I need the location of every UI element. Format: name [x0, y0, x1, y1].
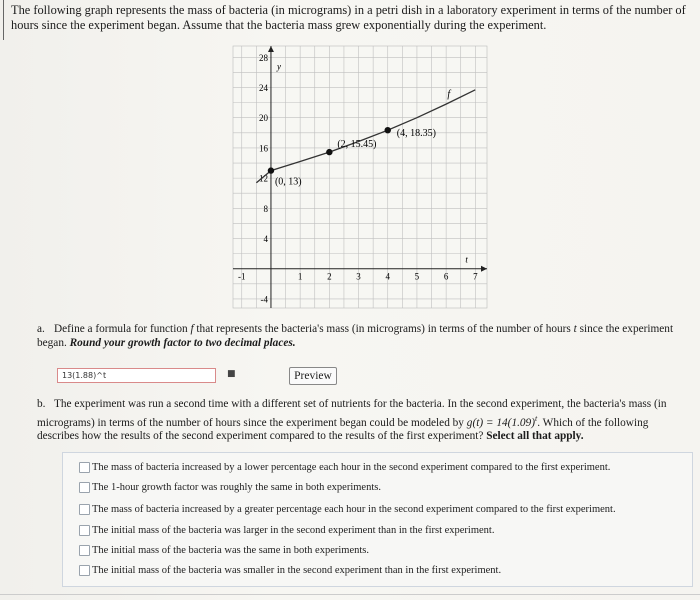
option-1[interactable]: [79, 480, 381, 494]
option-label: The initial mass of the bacteria was the same in both experiments.: [92, 544, 369, 556]
part-a-fn: f: [190, 323, 194, 335]
part-b-label: b.: [37, 398, 46, 410]
y-axis-label: y: [276, 61, 281, 72]
option-label: The 1-hour growth factor was roughly the same in both experiments.: [92, 481, 381, 493]
options-list: [62, 452, 693, 587]
checkbox-icon[interactable]: [79, 525, 90, 536]
left-margin-rule: [3, 0, 4, 40]
x-tick-label: 3: [356, 271, 361, 282]
option-label: The mass of bacteria increased by a greater percentage each hour in the second experiment compared to the first experiment.: [92, 503, 616, 515]
bottom-divider: [0, 594, 700, 595]
part-b-formula-exponent: t: [534, 413, 538, 423]
part-a-question: [37, 323, 692, 350]
answer-row: [57, 368, 332, 386]
checkbox-icon[interactable]: [79, 504, 90, 515]
option-label: The initial mass of the bacteria was smaller in the second experiment than in the first experiment.: [92, 564, 502, 576]
x-axis-label: t: [465, 254, 468, 265]
x-tick-label: 7: [473, 271, 478, 282]
option-4[interactable]: [79, 543, 369, 557]
part-b-instruction: Select all that apply.: [486, 429, 584, 442]
option-label: The initial mass of the bacteria was larger in the second experiment than in the first experiment.: [92, 524, 495, 536]
graph-svg: [215, 42, 505, 312]
option-2[interactable]: [79, 502, 616, 516]
option-3[interactable]: [79, 523, 494, 537]
checkbox-icon[interactable]: [79, 462, 90, 473]
y-tick-label: 4: [263, 234, 268, 245]
y-tick-label: -4: [260, 294, 268, 305]
checkbox-icon[interactable]: [79, 482, 90, 493]
part-a-text-1: Define a formula for function: [54, 323, 191, 335]
answer-status-icon: ■: [227, 369, 236, 379]
part-a-label: a.: [37, 323, 45, 335]
part-b-question: [37, 398, 687, 443]
part-b-text-1: The experiment was run a second time with a different set of nutrients for the bacteria. In the second experiment, the bacteria's mass (in micrograms) in terms of the number of hours since the experiment began could be modeled by: [37, 398, 667, 429]
intro-text: The following graph represents the mass of bacteria (in micrograms) in a petri dish in a laboratory experiment in terms of the number of hours since the experiment began. Assume that the bacteria mass grew exponentially during the experiment.: [11, 3, 686, 32]
part-a-text-3: since the experiment began.: [37, 323, 674, 349]
x-tick-label: 4: [385, 271, 390, 282]
checkbox-icon[interactable]: [79, 545, 90, 556]
y-tick-label: 16: [258, 143, 268, 154]
y-tick-label: 28: [258, 52, 268, 63]
x-tick-label: -1: [238, 271, 246, 282]
y-tick-label: 20: [258, 113, 268, 124]
y-tick-label: 12: [258, 173, 268, 184]
data-point: [326, 149, 332, 155]
option-label: The mass of bacteria increased by a lower percentage each hour in the second experiment compared to the first experiment.: [92, 461, 611, 473]
answer-input[interactable]: 13(1.88)^t: [57, 368, 216, 383]
data-point-label: (4, 18.35): [396, 128, 436, 140]
x-tick-label: 2: [327, 271, 332, 282]
x-tick-label: 5: [414, 271, 420, 282]
part-a-instruction: Round your growth factor to two decimal places.: [69, 336, 296, 349]
part-b-text-2: . Which of the following describes how the results of the second experiment compared to the results of the first experiment?: [37, 416, 649, 442]
curve-label: f: [447, 88, 451, 100]
x-tick-label: 1: [297, 271, 303, 282]
part-a-text-2: that represents the bacteria's mass (in micrograms) in terms of the number of hours: [193, 323, 574, 335]
y-tick-label: 8: [263, 203, 268, 214]
part-a-var: t: [573, 323, 577, 335]
data-point-label: (2, 15.45): [337, 139, 377, 151]
data-point: [385, 127, 391, 133]
option-0[interactable]: [79, 460, 610, 474]
part-b-formula: g(t) = 14(1.09): [466, 416, 535, 429]
y-tick-label: 24: [258, 83, 268, 94]
data-point-label: (0, 13): [274, 176, 302, 188]
x-tick-label: 6: [443, 271, 449, 282]
preview-button[interactable]: Preview: [289, 367, 337, 385]
graph: [215, 42, 505, 312]
data-point: [268, 167, 274, 173]
option-5[interactable]: [79, 563, 501, 577]
checkbox-icon[interactable]: [79, 565, 90, 576]
